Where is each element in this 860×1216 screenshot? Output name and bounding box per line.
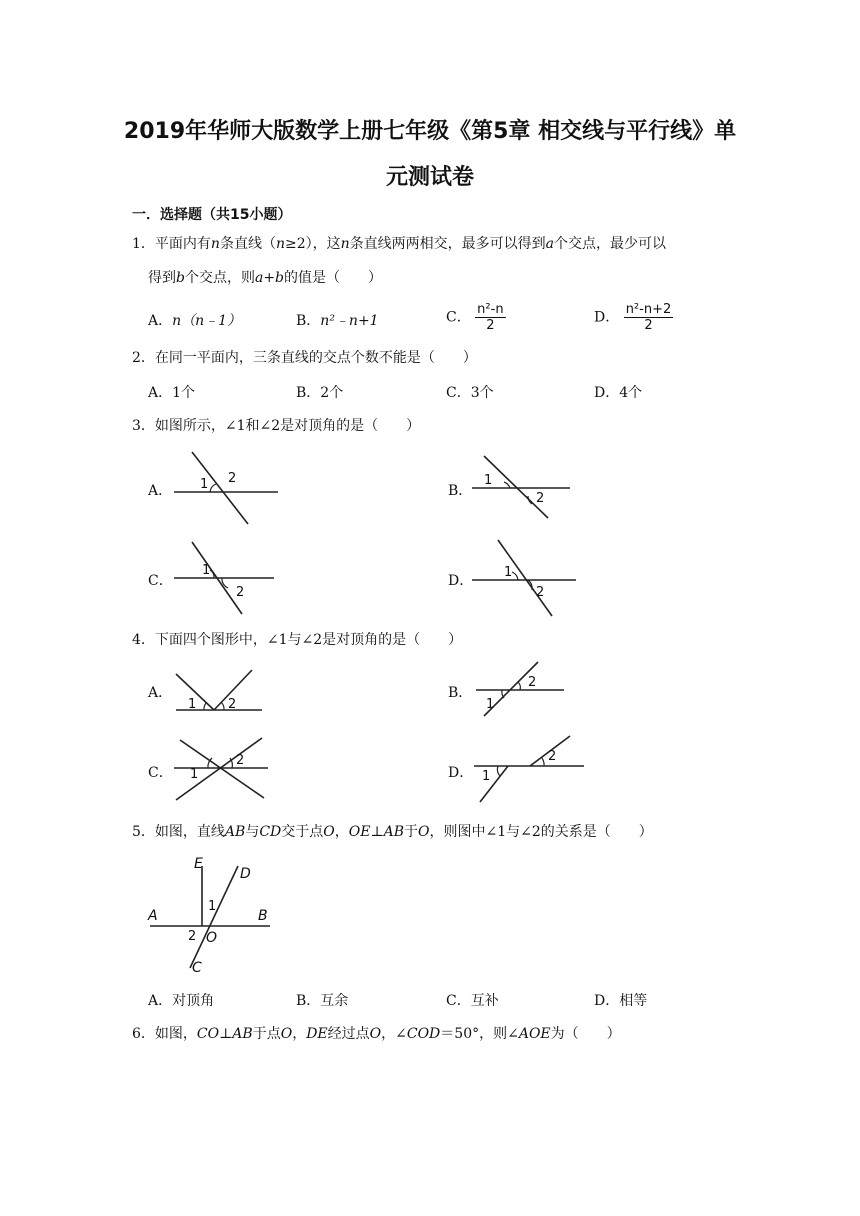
question-2: 2．在同一平面内，三条直线的交点个数不能是（ ） [132, 350, 477, 366]
q1-option-b [296, 310, 379, 330]
section-heading: 一．选择题（共15小题） [132, 207, 292, 223]
question-4: 4．下面四个图形中，∠1与∠2是对顶角的是（ ） [132, 632, 463, 648]
question-1 [132, 234, 752, 254]
q1-option-c [446, 302, 506, 333]
angle-2-label: 2 [548, 749, 557, 764]
point-c-label: C [192, 960, 202, 976]
q5-text: 5．如图，直线 [132, 824, 225, 840]
q1-text: 个交点，则 [184, 270, 255, 286]
question-6 [132, 1024, 621, 1044]
q6-text: 为（ ） [550, 1026, 621, 1042]
q1-n: n [340, 236, 350, 252]
q5-var: AB [383, 824, 405, 840]
q5-text: ，则图中∠1与∠2的关系是（ ） [429, 824, 653, 840]
angle-2-label: 2 [528, 675, 537, 690]
q3-option-b: B． [448, 483, 473, 499]
q3-figure-a [170, 450, 282, 526]
denominator: 2 [486, 318, 495, 333]
q6-text: ，∠ [381, 1026, 407, 1042]
q2-option-d: D．4个 [594, 385, 643, 401]
angle-2-label: 2 [236, 585, 245, 600]
q1-a: a [545, 236, 555, 252]
angle-1-label: 1 [200, 477, 209, 492]
q4-option-d: D． [448, 765, 474, 781]
option-text: n（n﹣1） [172, 313, 242, 329]
q1-text: ≥2），这 [284, 236, 341, 252]
q6-var: AB [232, 1026, 253, 1042]
q5-var: O [418, 824, 430, 840]
question-5 [132, 822, 653, 842]
angle-2-label: 2 [536, 491, 545, 506]
q3-figure-b [470, 452, 574, 522]
q6-var: DE [306, 1026, 328, 1042]
q6-text: ＝50°，则∠ [440, 1026, 519, 1042]
q2-option-b: B．2个 [296, 385, 344, 401]
angle-1-label: 1 [202, 563, 211, 578]
q6-var: O [369, 1026, 382, 1042]
q5-var: OE [348, 824, 371, 840]
q6-text: ⊥ [219, 1026, 233, 1042]
q6-var: COD [406, 1026, 441, 1042]
angle-2-label: 2 [228, 471, 237, 486]
q5-option-d: D．相等 [594, 993, 648, 1009]
q6-var: CO [196, 1026, 220, 1042]
q6-text: 6．如图， [132, 1026, 197, 1042]
fraction [624, 302, 674, 333]
q5-var: O [323, 824, 335, 840]
option-label: A． [148, 313, 173, 329]
q1-option-d [594, 302, 673, 333]
q5-text: 于 [404, 824, 419, 840]
q3-option-d: D． [448, 573, 474, 589]
q6-text: ， [292, 1026, 307, 1042]
q1-text: 的值是（ ） [284, 270, 383, 286]
q3-option-a: A． [148, 483, 173, 499]
q5-text: ⊥ [370, 824, 384, 840]
numerator: n²-n [477, 302, 504, 317]
q2-option-a: A．1个 [148, 385, 196, 401]
q5-option-a: A．对顶角 [148, 993, 215, 1009]
angle-2-label: 2 [536, 585, 545, 600]
q4-option-a: A． [148, 685, 173, 701]
question-1-line2 [148, 268, 382, 288]
q1-text: 个交点，最少可以 [554, 236, 667, 252]
q4-figure-a [172, 664, 264, 716]
q5-var: AB [224, 824, 246, 840]
q6-text: 于点 [252, 1026, 281, 1042]
option-label: B． [296, 313, 321, 329]
q4-option-b: B． [448, 685, 473, 701]
angle-1-label: 1 [504, 565, 513, 580]
point-a-label: A [148, 908, 158, 924]
q5-figure [146, 852, 276, 976]
point-e-label: E [194, 856, 203, 872]
q5-option-b: B．互余 [296, 993, 349, 1009]
angle-2-label: 2 [188, 929, 197, 944]
q6-var: O [280, 1026, 293, 1042]
denominator: 2 [644, 318, 653, 333]
option-label: D． [594, 309, 620, 326]
q1-ab: a+b [254, 270, 285, 286]
q1-text: 条直线（ [219, 236, 276, 252]
doc-title-line2: 元测试卷 [385, 165, 474, 190]
option-label: C． [446, 309, 471, 326]
q6-text: 经过点 [327, 1026, 370, 1042]
angle-1-label: 1 [482, 769, 491, 784]
angle-1-label: 1 [188, 697, 197, 712]
q1-b: b [176, 270, 185, 286]
numerator: n²-n+2 [625, 302, 672, 317]
q5-option-c: C．互补 [446, 993, 499, 1009]
q1-num: 1． [132, 236, 155, 252]
q1-n: n [275, 236, 285, 252]
point-b-label: B [258, 908, 268, 924]
q5-text: 交于点 [281, 824, 324, 840]
q5-text: 与 [245, 824, 260, 840]
q4-option-c: C． [148, 765, 173, 781]
point-d-label: D [240, 866, 251, 882]
angle-1-label: 1 [484, 473, 493, 488]
q2-option-c: C．3个 [446, 385, 494, 401]
q1-text: 平面内有 [154, 236, 211, 252]
q1-text: 得到 [148, 270, 176, 286]
fraction [475, 302, 505, 333]
doc-title-line1: 2019年华师大版数学上册七年级《第5章 相交线与平行线》单 [123, 119, 737, 144]
q6-var: AOE [518, 1026, 551, 1042]
q4-figure-c [172, 734, 270, 804]
q5-text: ， [334, 824, 349, 840]
angle-1-label: 1 [486, 697, 495, 712]
angle-2-label: 2 [236, 753, 245, 768]
angle-1-label: 1 [208, 899, 217, 914]
angle-2-label: 2 [228, 697, 237, 712]
q5-var: CD [259, 824, 282, 840]
question-3: 3．如图所示，∠1和∠2是对顶角的是（ ） [132, 418, 421, 434]
q4-figure-b [474, 660, 566, 720]
option-text: n²﹣n+1 [320, 313, 379, 329]
point-o-label: O [206, 930, 218, 946]
q4-figure-d [472, 732, 586, 804]
q3-option-c: C． [148, 573, 173, 589]
q1-option-a [148, 310, 241, 330]
angle-1-label: 1 [190, 767, 199, 782]
q3-figure-c [170, 540, 278, 616]
q1-text: 条直线两两相交，最多可以得到 [349, 236, 546, 252]
q3-figure-d [470, 538, 578, 618]
q1-n: n [210, 236, 220, 252]
